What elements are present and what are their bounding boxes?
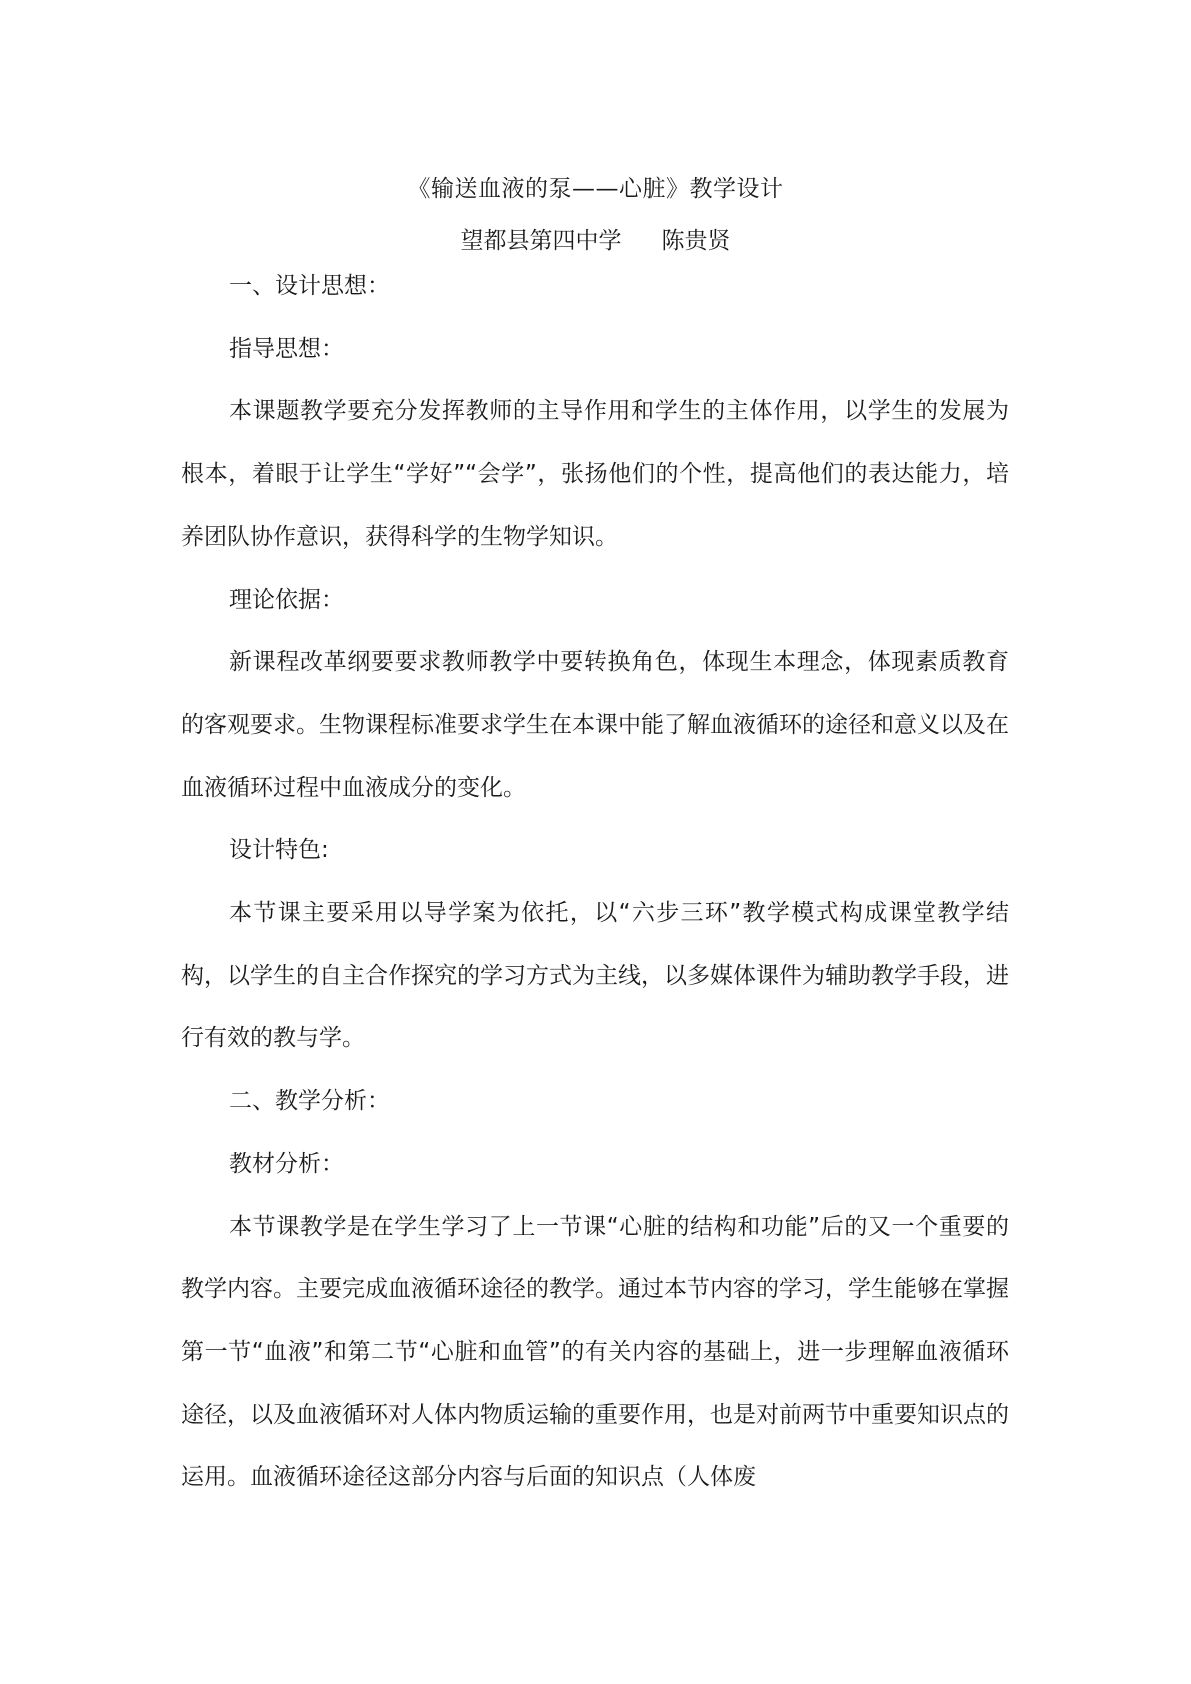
author-name: 陈贵贤 [661,228,731,254]
document-body [181,255,1009,1509]
paragraph-design-feature: 本节课主要采用以导学案为依托，以“六步三环”教学模式构成课堂教学结构，以学生的自主合作探究的学习方式为主线，以多媒体课件为辅助教学手段，进行有效的教与学。 [181,900,1009,1052]
paragraph-textbook-analysis: 本节课教学是在学生学习了上一节课“心脏的结构和功能”后的又一个重要的教学内容。主要完成血液循环途径的教学。通过本节内容的学习，学生能够在掌握第一节“血液”和第二节“心脏和血管”的有关内容的基础上，进一步理解血液循环途径，以及血液循环对人体内物质运输的重要作用，也是对前两节中重要知识点的运用。血液循环途径这部分内容与后面的知识点（人体废 [181,1213,1009,1491]
paragraph-theory-basis: 新课程改革纲要要求教师教学中要转换角色，体现生本理念，体现素质教育的客观要求。生物课程标准要求学生在本课中能了解血液循环的途径和意义以及在血液循环过程中血液成分的变化。 [181,649,1009,801]
school-name: 望都县第四中学 [460,228,622,254]
subheading-theory-basis: 理论依据： [229,586,344,613]
heading-teaching-analysis: 二、教学分析： [229,1088,390,1115]
subheading-design-feature: 设计特色: [229,837,329,864]
paragraph-guiding-idea: 本课题教学要充分发挥教师的主导作用和学生的主体作用，以学生的发展为根本，着眼于让学生“学好”“会学”，张扬他们的个性，提高他们的表达能力，培养团队协作意识，获得科学的生物学知识。 [181,398,1009,550]
author-line [0,222,1191,255]
subheading-textbook-analysis: 教材分析： [229,1150,344,1177]
subheading-guiding-idea: 指导思想： [229,335,344,362]
heading-design-idea: 一、设计思想： [229,273,390,299]
document-title: 《输送血液的泵——心脏》教学设计 [407,176,784,202]
